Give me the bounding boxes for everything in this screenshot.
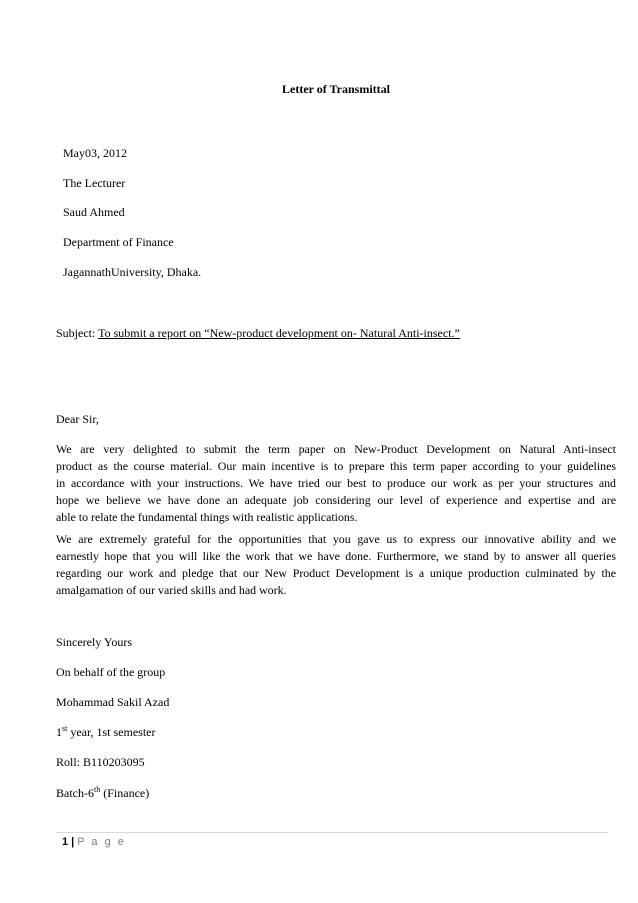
- salutation: Dear Sir,: [56, 412, 99, 426]
- paragraph-line: in accordance with your instructions. We have tried our best to produce our work as per your structures and: [56, 476, 616, 490]
- paragraph-line: regarding our work and pledge that our New Product Development is a unique production culminated by the: [56, 566, 616, 580]
- body-paragraph-1: [56, 441, 616, 526]
- paragraph-line: earnestly hope that you will like the work that we have done. Furthermore, we stand by to answer all queries: [56, 549, 616, 563]
- paragraph-line: amalgamation of our varied skills and had work.: [56, 583, 287, 597]
- batch-suffix: (Finance): [100, 786, 150, 800]
- paragraph-line: hope we believe we have done an adequate job considering our level of experience and expertise and are: [56, 493, 616, 507]
- page-footer: [62, 836, 126, 848]
- batch-ordinal: th: [94, 785, 101, 794]
- year-ordinal: st: [62, 724, 68, 733]
- signer-year: [56, 725, 156, 740]
- footer-divider: [56, 832, 608, 833]
- letter-date: May03, 2012: [63, 146, 127, 160]
- year-rest: year, 1st semester: [67, 725, 156, 739]
- paragraph-line: We are extremely grateful for the opportunities that you gave us to express our innovative ability and we: [56, 532, 616, 546]
- paragraph-line: We are very delighted to submit the term paper on New-Product Development on Natural Anti-insect: [56, 442, 616, 456]
- paragraph-line: able to relate the fundamental things with realistic applications.: [56, 510, 358, 524]
- behalf-line: On behalf of the group: [56, 665, 166, 679]
- year-number: 1: [56, 725, 62, 739]
- batch-prefix: Batch-6: [56, 786, 94, 800]
- recipient-name: Saud Ahmed: [63, 205, 125, 219]
- closing: Sincerely Yours: [56, 635, 133, 649]
- footer-separator: |: [71, 836, 75, 848]
- page-label: P a g e: [77, 836, 126, 848]
- recipient-department: Department of Finance: [63, 235, 174, 249]
- signer-name: Mohammad Sakil Azad: [56, 695, 170, 709]
- recipient-university: JagannathUniversity, Dhaka.: [63, 265, 202, 279]
- body-paragraph-2: [56, 531, 616, 599]
- recipient-title: The Lecturer: [63, 176, 126, 190]
- signer-roll: Roll: B110203095: [56, 755, 145, 769]
- letter-title: Letter of Transmittal: [282, 82, 390, 96]
- subject-text: To submit a report on “New-product development on- Natural Anti-insect.”: [98, 326, 460, 340]
- subject-line: [56, 326, 460, 341]
- page-number: 1: [62, 836, 69, 848]
- paragraph-line: product as the course material. Our main incentive is to prepare this term paper according to your guidelines: [56, 459, 616, 473]
- signer-batch: [56, 786, 149, 801]
- subject-label: Subject:: [56, 326, 99, 340]
